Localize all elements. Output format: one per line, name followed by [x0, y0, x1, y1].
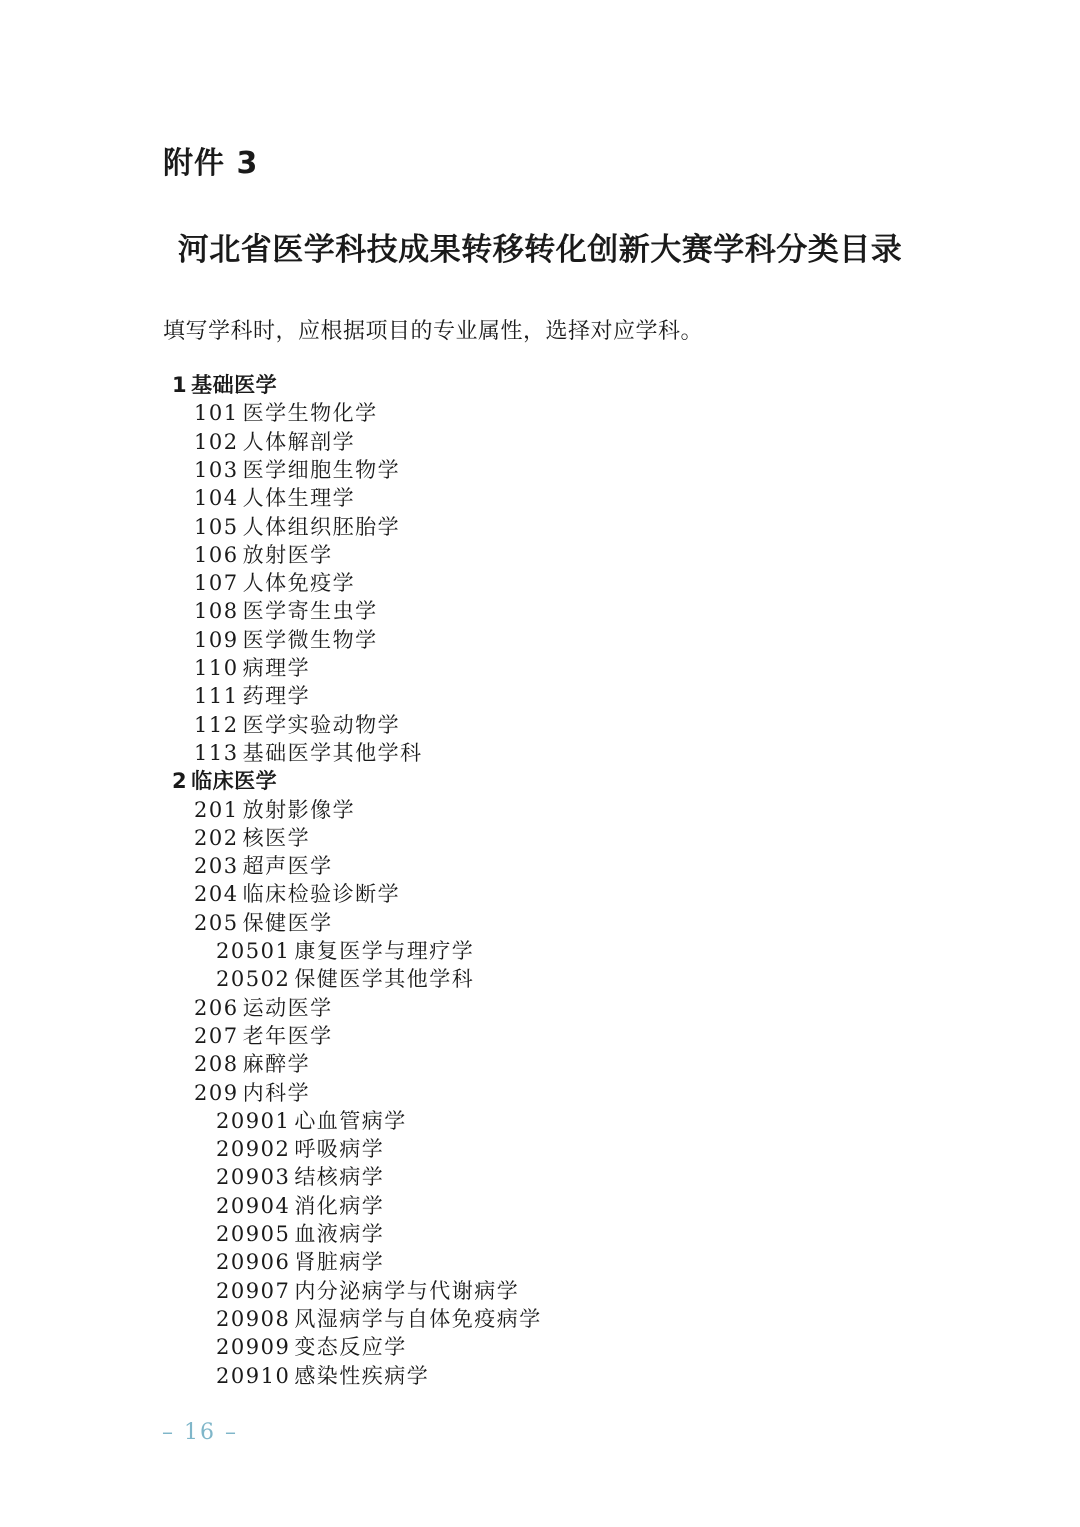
discipline-item-label: 医学细胞生物学 — [242, 457, 401, 482]
discipline-item-label: 老年医学 — [242, 1023, 333, 1048]
discipline-item-code: 102 — [194, 429, 239, 454]
sub-discipline-item-code: 20910 — [216, 1363, 291, 1388]
category-heading-label: 基础医学 — [191, 373, 278, 397]
discipline-item-code: 201 — [194, 797, 239, 822]
discipline-item-code: 112 — [194, 712, 239, 737]
discipline-item-code: 106 — [194, 542, 239, 567]
sub-discipline-item-code: 20501 — [216, 939, 291, 963]
sub-discipline-item-label: 感染性疾病学 — [294, 1363, 430, 1388]
discipline-item-code: 101 — [194, 401, 239, 426]
discipline-item-label: 人体解剖学 — [242, 429, 356, 454]
discipline-item-code: 202 — [194, 825, 239, 850]
discipline-item — [194, 682, 310, 710]
discipline-item-label: 麻醉学 — [242, 1052, 311, 1077]
page-number: – 16 – — [162, 1420, 238, 1445]
discipline-item-code: 104 — [194, 486, 239, 511]
discipline-item-label: 医学寄生虫学 — [242, 599, 378, 624]
discipline-item — [194, 541, 333, 569]
discipline-item-label: 临床检验诊断学 — [242, 882, 401, 907]
category-heading — [172, 767, 277, 795]
sub-discipline-item — [216, 1277, 519, 1305]
sub-discipline-item-label: 保健医学其他学科 — [294, 967, 475, 992]
discipline-item-label: 病理学 — [242, 656, 311, 680]
discipline-item — [194, 569, 355, 597]
sub-discipline-item-code: 20909 — [216, 1335, 291, 1360]
discipline-item — [194, 711, 400, 739]
discipline-item-label: 人体免疫学 — [242, 571, 356, 596]
sub-discipline-item-label: 变态反应学 — [294, 1335, 407, 1360]
discipline-item-code: 207 — [194, 1023, 239, 1048]
discipline-item-label: 医学生物化学 — [242, 401, 378, 426]
discipline-item — [194, 626, 378, 654]
discipline-item-label: 医学微生物学 — [242, 627, 378, 652]
sub-discipline-item-code: 20902 — [216, 1137, 291, 1162]
discipline-item-code: 107 — [194, 571, 239, 596]
instruction-text: 填写学科时，应根据项目的专业属性，选择对应学科。 — [163, 319, 704, 344]
discipline-item-code: 209 — [194, 1080, 239, 1105]
discipline-item — [194, 597, 378, 625]
sub-discipline-item-label: 内分泌病学与代谢病学 — [294, 1278, 520, 1303]
discipline-item — [194, 513, 400, 541]
sub-discipline-item — [216, 1163, 384, 1191]
discipline-item — [194, 994, 333, 1022]
discipline-item-code: 110 — [194, 656, 239, 680]
sub-discipline-item-code: 20908 — [216, 1306, 291, 1331]
discipline-item — [194, 484, 355, 512]
discipline-item-label: 放射影像学 — [242, 797, 356, 822]
sub-discipline-item-label: 康复医学与理疗学 — [294, 939, 475, 963]
discipline-item-label: 核医学 — [242, 825, 311, 850]
sub-discipline-item-label: 结核病学 — [294, 1165, 385, 1190]
discipline-item-code: 203 — [194, 854, 239, 879]
category-heading-code: 2 — [172, 769, 188, 794]
discipline-item-label: 运动医学 — [242, 995, 333, 1020]
sub-discipline-item-label: 消化病学 — [294, 1193, 385, 1218]
sub-discipline-item — [216, 937, 474, 965]
discipline-item-code: 109 — [194, 627, 239, 652]
discipline-item-label: 保健医学 — [242, 910, 333, 935]
sub-discipline-item-code: 20905 — [216, 1222, 291, 1246]
discipline-item-code: 206 — [194, 995, 239, 1020]
discipline-item-label: 基础医学其他学科 — [242, 740, 423, 765]
discipline-item-label: 药理学 — [242, 684, 311, 709]
sub-discipline-item — [216, 1248, 384, 1276]
sub-discipline-item-label: 心血管病学 — [294, 1108, 407, 1133]
sub-discipline-item — [216, 1362, 429, 1390]
sub-discipline-item — [216, 1333, 407, 1361]
discipline-item-label: 内科学 — [242, 1080, 311, 1105]
discipline-item-code: 205 — [194, 910, 239, 935]
category-heading — [172, 371, 277, 399]
discipline-item-code: 208 — [194, 1052, 239, 1077]
discipline-item-label: 放射医学 — [242, 542, 333, 567]
sub-discipline-item — [216, 965, 474, 993]
category-heading-label: 临床医学 — [191, 769, 278, 794]
discipline-item-label: 人体生理学 — [242, 486, 356, 511]
discipline-item — [194, 880, 400, 908]
discipline-item-code: 204 — [194, 882, 239, 907]
sub-discipline-item-code: 20907 — [216, 1278, 291, 1303]
discipline-item-code: 113 — [194, 740, 239, 765]
discipline-item-code: 105 — [194, 514, 239, 539]
sub-discipline-item-label: 风湿病学与自体免疫病学 — [294, 1306, 542, 1331]
sub-discipline-item — [216, 1192, 384, 1220]
sub-discipline-item-code: 20904 — [216, 1193, 291, 1218]
discipline-item — [194, 1022, 333, 1050]
document-title: 河北省医学科技成果转移转化创新大赛学科分类目录 — [177, 232, 903, 268]
sub-discipline-item-code: 20906 — [216, 1250, 291, 1275]
discipline-item-label: 医学实验动物学 — [242, 712, 401, 737]
discipline-item — [194, 909, 333, 937]
discipline-item-code: 103 — [194, 457, 239, 482]
sub-discipline-item — [216, 1305, 542, 1333]
discipline-item — [194, 1050, 310, 1078]
discipline-item — [194, 824, 310, 852]
sub-discipline-item-label: 肾脏病学 — [294, 1250, 385, 1275]
sub-discipline-item-code: 20903 — [216, 1165, 291, 1190]
sub-discipline-item — [216, 1107, 407, 1135]
discipline-item — [194, 739, 423, 767]
sub-discipline-item — [216, 1220, 384, 1248]
discipline-item — [194, 428, 355, 456]
discipline-item-code: 108 — [194, 599, 239, 624]
sub-discipline-item-label: 呼吸病学 — [294, 1137, 385, 1162]
discipline-item — [194, 456, 400, 484]
discipline-item — [194, 852, 333, 880]
sub-discipline-item-code: 20502 — [216, 967, 291, 992]
discipline-item-label: 人体组织胚胎学 — [242, 514, 401, 539]
discipline-item — [194, 399, 378, 427]
sub-discipline-item-label: 血液病学 — [294, 1222, 385, 1246]
category-heading-code: 1 — [172, 373, 188, 397]
discipline-item-code: 111 — [194, 684, 239, 709]
sub-discipline-item-code: 20901 — [216, 1108, 291, 1133]
discipline-item-label: 超声医学 — [242, 854, 333, 879]
discipline-item — [194, 1079, 310, 1107]
sub-discipline-item — [216, 1135, 384, 1163]
discipline-item — [194, 654, 310, 682]
discipline-item — [194, 796, 355, 824]
attachment-label: 附件 3 — [163, 146, 259, 181]
